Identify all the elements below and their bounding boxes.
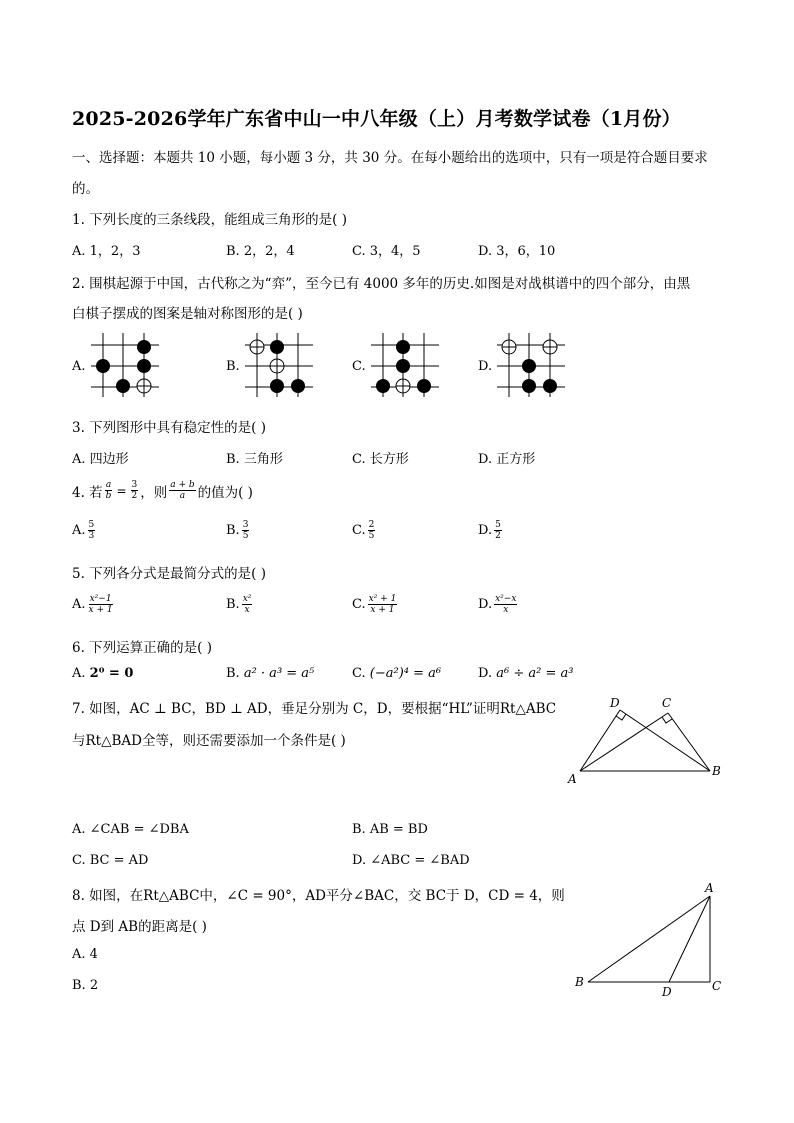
right-angle-mark-d bbox=[616, 714, 626, 720]
segment-ac bbox=[580, 713, 668, 771]
question-2-label-b: B. bbox=[226, 359, 240, 374]
black-stone bbox=[543, 379, 557, 393]
black-stone bbox=[116, 379, 130, 393]
question-7-line2: 与Rt△BAD全等，则还需要添加一个条件是( ) bbox=[72, 733, 346, 749]
go-pattern-d bbox=[495, 331, 567, 399]
question-5-option-a: A. $\frac{\text{x²−1}}{x + 1}$ bbox=[72, 594, 113, 615]
question-4-option-d: D. $\frac{5}{2}$ bbox=[478, 520, 501, 541]
question-1-option-d: D. 3，6，10 bbox=[478, 244, 556, 259]
fraction-a-over-b: $\frac{a}{b}$ bbox=[105, 480, 112, 501]
black-stone bbox=[417, 379, 431, 393]
point-label-c: C bbox=[662, 696, 672, 710]
question-2-label-d: D. bbox=[478, 359, 493, 374]
page-title: 2025-2026学年广东省中山一中八年级（上）月考数学试卷（1月份） bbox=[72, 108, 681, 130]
black-stone bbox=[270, 379, 284, 393]
question-6-option-b: B. a² · a³ = a⁵ bbox=[226, 666, 315, 681]
question-5-option-d: D. $\frac{\text{x²−x}}{x}$ bbox=[478, 594, 517, 615]
point-label-b: B bbox=[712, 764, 721, 778]
question-1-option-b: B. 2，2，4 bbox=[226, 244, 295, 259]
section-header-line2: 的。 bbox=[72, 181, 99, 197]
go-pattern-b bbox=[243, 331, 315, 399]
question-4-stem: 4. 若 $\frac{a}{b}$ = $\frac{3}{2}$ ，则 $\frac{a + b}{a}$ 的值为( ) bbox=[72, 480, 253, 501]
question-8-line1: 8. 如图，在Rt△ABC中，∠C = 90°，AD平分∠BAC，交 BC于 D，CD = 4，则 bbox=[72, 888, 565, 904]
segment-ad bbox=[580, 710, 620, 771]
black-stone bbox=[137, 340, 151, 354]
question-6-stem: 6. 下列运算正确的是( ) bbox=[72, 640, 212, 656]
question-7-option-a: A. ∠CAB = ∠DBA bbox=[72, 822, 189, 837]
question-3-option-c: C. 长方形 bbox=[352, 452, 409, 467]
segment-ad bbox=[669, 896, 710, 982]
go-pattern-a bbox=[89, 331, 161, 399]
question-8-option-b: B. 2 bbox=[72, 978, 99, 993]
segment-cb bbox=[668, 713, 710, 771]
segment-db bbox=[620, 710, 710, 771]
point-label-d: D bbox=[662, 985, 672, 999]
question-6-option-a: A. 2⁰ = 0 bbox=[72, 666, 134, 681]
fraction-a-plus-b-over-a: $\frac{a + b}{a}$ bbox=[170, 480, 195, 501]
go-pattern-c bbox=[369, 331, 441, 399]
point-label-c: C bbox=[712, 979, 722, 993]
point-label-b: B bbox=[575, 975, 584, 989]
point-label-a: A bbox=[568, 772, 577, 785]
question-2-label-a: A. bbox=[72, 359, 86, 374]
question-7-figure bbox=[566, 695, 726, 785]
black-stone bbox=[522, 359, 536, 373]
question-4-option-b: B. $\frac{3}{5}$ bbox=[226, 520, 249, 541]
question-4-option-a: A. $\frac{5}{3}$ bbox=[72, 520, 95, 541]
point-label-d: D bbox=[610, 696, 620, 710]
fraction-3-over-2: $\frac{3}{2}$ bbox=[131, 480, 138, 501]
black-stone bbox=[291, 379, 305, 393]
question-4-prefix: 4. 若 bbox=[72, 484, 103, 501]
black-stone bbox=[96, 359, 110, 373]
question-4-option-c: C. $\frac{2}{5}$ bbox=[352, 520, 375, 541]
question-8-figure bbox=[572, 880, 732, 1000]
black-stone bbox=[376, 379, 390, 393]
right-angle-mark-c bbox=[662, 717, 672, 723]
black-stone bbox=[137, 359, 151, 373]
black-stone bbox=[270, 340, 284, 354]
question-3-stem: 3. 下列图形中具有稳定性的是( ) bbox=[72, 420, 266, 436]
question-3-option-a: A. 四边形 bbox=[72, 452, 129, 467]
question-6-option-c: C. (−a²)⁴ = a⁶ bbox=[352, 666, 442, 681]
question-6-option-d: D. a⁶ ÷ a² = a³ bbox=[478, 666, 574, 681]
black-stone bbox=[396, 359, 410, 373]
question-1-stem: 1. 下列长度的三条线段，能组成三角形的是( ) bbox=[72, 212, 347, 228]
question-2-label-c: C. bbox=[352, 359, 366, 374]
section-header-line1: 一、选择题：本题共 10 小题，每小题 3 分，共 30 分。在每小题给出的选项中，只有一项是符合题目要求 bbox=[72, 150, 708, 166]
question-5-stem: 5. 下列各分式是最简分式的是( ) bbox=[72, 566, 266, 582]
question-7-line1: 7. 如图，AC ⊥ BC，BD ⊥ AD，垂足分别为 C，D，要根据“HL”证明Rt△ABC bbox=[72, 701, 557, 717]
question-7-option-b: B. AB = BD bbox=[352, 822, 428, 837]
question-5-option-c: C. $\frac{\text{x² + 1}}{x + 1}$ bbox=[352, 594, 397, 615]
point-label-a: A bbox=[705, 881, 714, 895]
black-stone bbox=[522, 379, 536, 393]
question-3-option-d: D. 正方形 bbox=[478, 452, 536, 467]
question-1-option-c: C. 3，4，5 bbox=[352, 244, 421, 259]
question-7-option-c: C. BC = AD bbox=[72, 853, 149, 868]
question-8-option-a: A. 4 bbox=[72, 947, 98, 962]
black-stone bbox=[396, 340, 410, 354]
question-3-option-b: B. 三角形 bbox=[226, 452, 283, 467]
question-7-option-d: D. ∠ABC = ∠BAD bbox=[352, 853, 470, 868]
question-1-option-a: A. 1，2，3 bbox=[72, 244, 141, 259]
question-5-option-b: B. $\frac{\text{x²}}{x}$ bbox=[226, 594, 252, 615]
question-2-line1: 2. 围棋起源于中国，古代称之为“弈”，至今已有 4000 多年的历史.如图是对战棋谱中的四个部分，由黑 bbox=[72, 276, 691, 292]
segment-ab bbox=[588, 896, 710, 982]
question-2-line2: 白棋子摆成的图案是轴对称图形的是( ) bbox=[72, 306, 303, 322]
question-8-line2: 点 D到 AB的距离是( ) bbox=[72, 919, 207, 935]
